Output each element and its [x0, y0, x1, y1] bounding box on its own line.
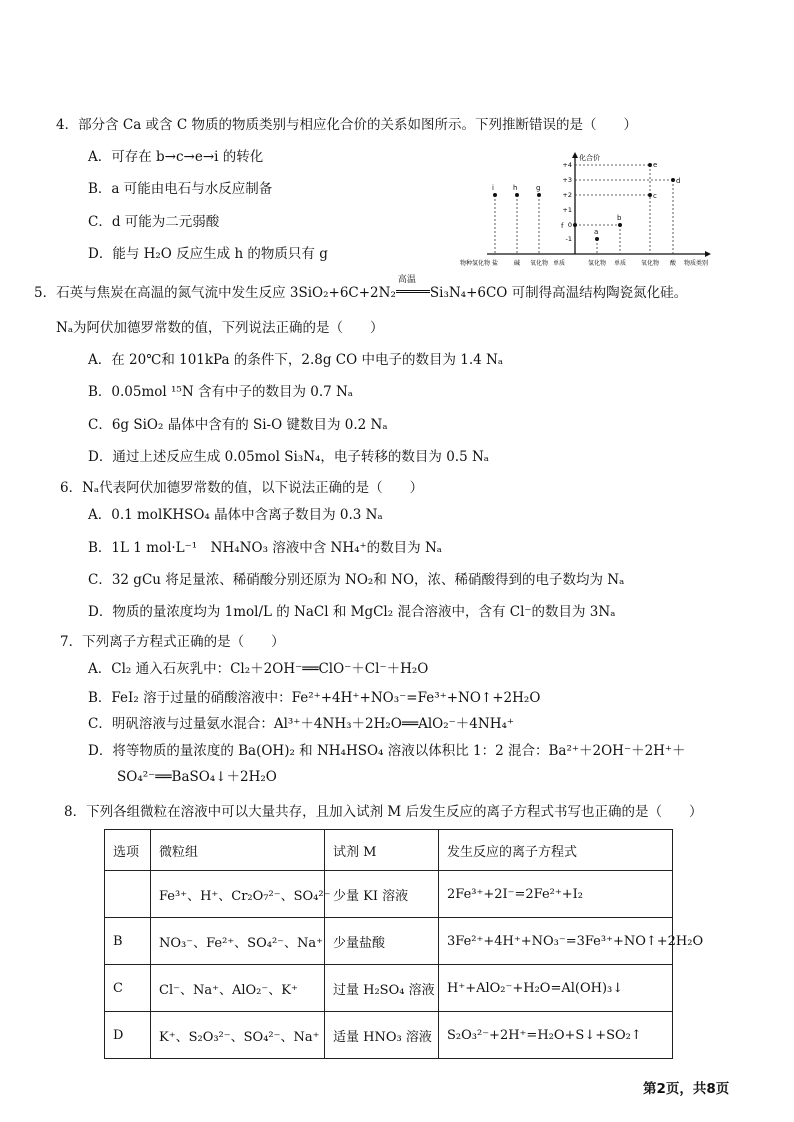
graph-x-cat: 物质类别 — [683, 260, 709, 267]
q7-stem: 7．下列离子方程式正确的是（ ） — [60, 634, 285, 650]
graph-y-tick: +4 — [562, 161, 572, 169]
q5-stem-post: Si₃N₄+6CO 可制得高温结构陶瓷氮化硅。 — [429, 285, 688, 301]
q4-option-c: C．d 可能为二元弱酸 — [88, 214, 220, 230]
q5-stem — [34, 275, 688, 302]
graph-point-label: c — [653, 192, 657, 200]
graph-point-i — [493, 193, 497, 197]
q4-option-a: A．可存在 b→c→e→i 的转化 — [88, 149, 264, 165]
q7-option-a: A．Cl₂ 通入石灰乳中：Cl₂＋2OH⁻══ClO⁻＋Cl⁻＋H₂O — [88, 661, 429, 677]
q4-option-d: D．能与 H₂O 反应生成 h 的物质只有 g — [88, 246, 328, 262]
q7-option-b: B．FeI₂ 溶于过量的硝酸溶液中：Fe²⁺+4H⁺+NO₃⁻=Fe³⁺+NO↑+2H₂O — [88, 690, 541, 706]
table-cell: Fe³⁺、H⁺、Cr₂O₇²⁻、SO₄²⁻ — [151, 871, 325, 918]
table-cell: 3Fe²⁺+4H⁺+NO₃⁻=3Fe³⁺+NO↑+2H₂O — [439, 918, 673, 965]
page-number: 第2页，共8页 — [643, 1081, 730, 1097]
q5-option-b: B．0.05mol ¹⁵N 含有中子的数目为 0.7 Nₐ — [88, 384, 354, 400]
graph-point-label: g — [536, 184, 541, 192]
table-cell: NO₃⁻、Fe²⁺、SO₄²⁻、Na⁺ — [151, 918, 325, 965]
graph-point-label: i — [492, 184, 494, 192]
graph-point-c — [648, 193, 652, 197]
graph-point-label: b — [617, 214, 622, 222]
table-header: 试剂 M — [325, 830, 439, 871]
q7-option-d-cont: SO₄²⁻══BaSO₄↓＋2H₂O — [117, 769, 277, 785]
graph-y-tick: +3 — [562, 176, 572, 184]
q6-option-d: D．物质的量浓度均为 1mol/L 的 NaCl 和 MgCl₂ 混合溶液中，含有 Cl⁻的数目为 3Nₐ — [88, 604, 616, 620]
q5-option-c: C．6g SiO₂ 晶体中含有的 Si-O 键数目为 0.2 Nₐ — [88, 417, 388, 433]
graph-x-cat: 碱 — [513, 260, 521, 267]
graph-point-label: d — [676, 177, 681, 185]
table-header: 发生反应的离子方程式 — [439, 830, 673, 871]
graph-point-label: a — [594, 228, 599, 236]
graph-x-cat: 单质 — [552, 260, 566, 267]
q5-option-a: A．在 20℃和 101kPa 的条件下，2.8g CO 中电子的数目为 1.4 Nₐ — [88, 352, 504, 368]
table-cell: 适量 HNO₃ 溶液 — [325, 1012, 439, 1059]
graph-point-g — [537, 193, 541, 197]
table-row — [105, 965, 673, 1012]
table-cell: 少量盐酸 — [325, 918, 439, 965]
graph-point-h — [515, 193, 519, 197]
table-header: 选项 — [105, 830, 151, 871]
table-header-row — [105, 830, 673, 871]
graph-point-d — [671, 178, 675, 182]
graph-y-title: 化合价 — [579, 154, 600, 162]
graph-x-cat: 氧化物 — [640, 260, 660, 267]
table-cell: 2Fe³⁺+2I⁻=2Fe²⁺+I₂ — [439, 871, 673, 918]
table-cell: S₂O₃²⁻+2H⁺=H₂O+S↓+SO₂↑ — [439, 1012, 673, 1059]
table-row — [105, 871, 673, 918]
q6-option-a: A．0.1 molKHSO₄ 晶体中含离子数目为 0.3 Nₐ — [88, 507, 383, 523]
graph-point-f — [573, 223, 577, 227]
table-row — [105, 1012, 673, 1059]
graph-point-e — [648, 163, 652, 167]
q7-option-c: C．明矾溶液与过量氨水混合：Al³⁺＋4NH₃＋2H₂O══AlO₂⁻＋4NH₄⁺ — [88, 716, 515, 732]
reaction-condition-arrow — [396, 275, 430, 302]
q6-option-b: B．1L 1 mol·L⁻¹ NH₄NO₃ 溶液中含 NH₄⁺的数目为 Nₐ — [88, 540, 442, 556]
q5-stem-pre: 5．石英与焦炭在高温的氮气流中发生反应 3SiO₂+6C+2N₂ — [34, 285, 396, 301]
graph-x-cat: 盐 — [491, 260, 499, 267]
graph-point-label: h — [513, 184, 518, 192]
table-cell: 少量 KI 溶液 — [325, 871, 439, 918]
graph-x-cat: 单质 — [613, 260, 627, 267]
table-cell: C — [105, 965, 151, 1012]
graph-point-b — [618, 223, 622, 227]
reaction-condition: 高温 — [397, 275, 416, 285]
graph-y-tick: 0 — [567, 221, 572, 229]
q6-stem: 6．Nₐ代表阿伏加德罗常数的值，以下说法正确的是（ ） — [60, 480, 424, 496]
graph-point-a — [595, 237, 599, 241]
q8-table — [104, 829, 704, 1059]
graph-x-cat: 氧化物 — [529, 260, 549, 267]
table-cell: 过量 H₂SO₄ 溶液 — [325, 965, 439, 1012]
table-cell: H⁺+AlO₂⁻+H₂O=Al(OH)₃↓ — [439, 965, 673, 1012]
table-row — [105, 918, 673, 965]
table-cell: Cl⁻、Na⁺、AlO₂⁻、K⁺ — [151, 965, 325, 1012]
table-cell: D — [105, 1012, 151, 1059]
graph-x-cat: 物种氢化物 — [459, 260, 491, 267]
graph-point-label: e — [653, 161, 658, 169]
q5-option-d: D．通过上述反应生成 0.05mol Si₃N₄，电子转移的数目为 0.5 Nₐ — [88, 449, 489, 465]
graph-y-tick: -1 — [565, 235, 572, 243]
q8-stem: 8．下列各组微粒在溶液中可以大量共存，且加入试剂 M 后发生反应的离子方程式书写也正确的是（ ） — [64, 804, 703, 820]
q5-stem2: Nₐ为阿伏加德罗常数的值，下列说法正确的是（ ） — [56, 320, 384, 336]
table-cell: B — [105, 918, 151, 965]
q4-option-b: B．a 可能由电石与水反应制备 — [88, 181, 273, 197]
graph-x-cat: 氢化物 — [587, 260, 607, 267]
graph-y-tick: +1 — [562, 206, 572, 214]
table-header: 微粒组 — [151, 830, 325, 871]
graph-point-label: f — [561, 222, 564, 230]
q6-option-c: C．32 gCu 将足量浓、稀硝酸分别还原为 NO₂和 NO，浓、稀硝酸得到的电子数均为 Nₐ — [88, 572, 625, 588]
table-cell: K⁺、S₂O₃²⁻、SO₄²⁻、Na⁺ — [151, 1012, 325, 1059]
q4-stem: 4．部分含 Ca 或含 C 物质的物质类别与相应化合价的关系如图所示。下列推断错误的是（ ） — [56, 117, 637, 133]
graph-y-tick: +2 — [562, 191, 572, 199]
q7-option-d: D．将等物质的量浓度的 Ba(OH)₂ 和 NH₄HSO₄ 溶液以体积比 1：2 混合：Ba²⁺＋2OH⁻＋2H⁺＋ — [88, 743, 686, 759]
table-cell — [105, 871, 151, 918]
q4-valence-graph — [455, 150, 715, 272]
graph-x-cat: 酸 — [669, 260, 677, 267]
